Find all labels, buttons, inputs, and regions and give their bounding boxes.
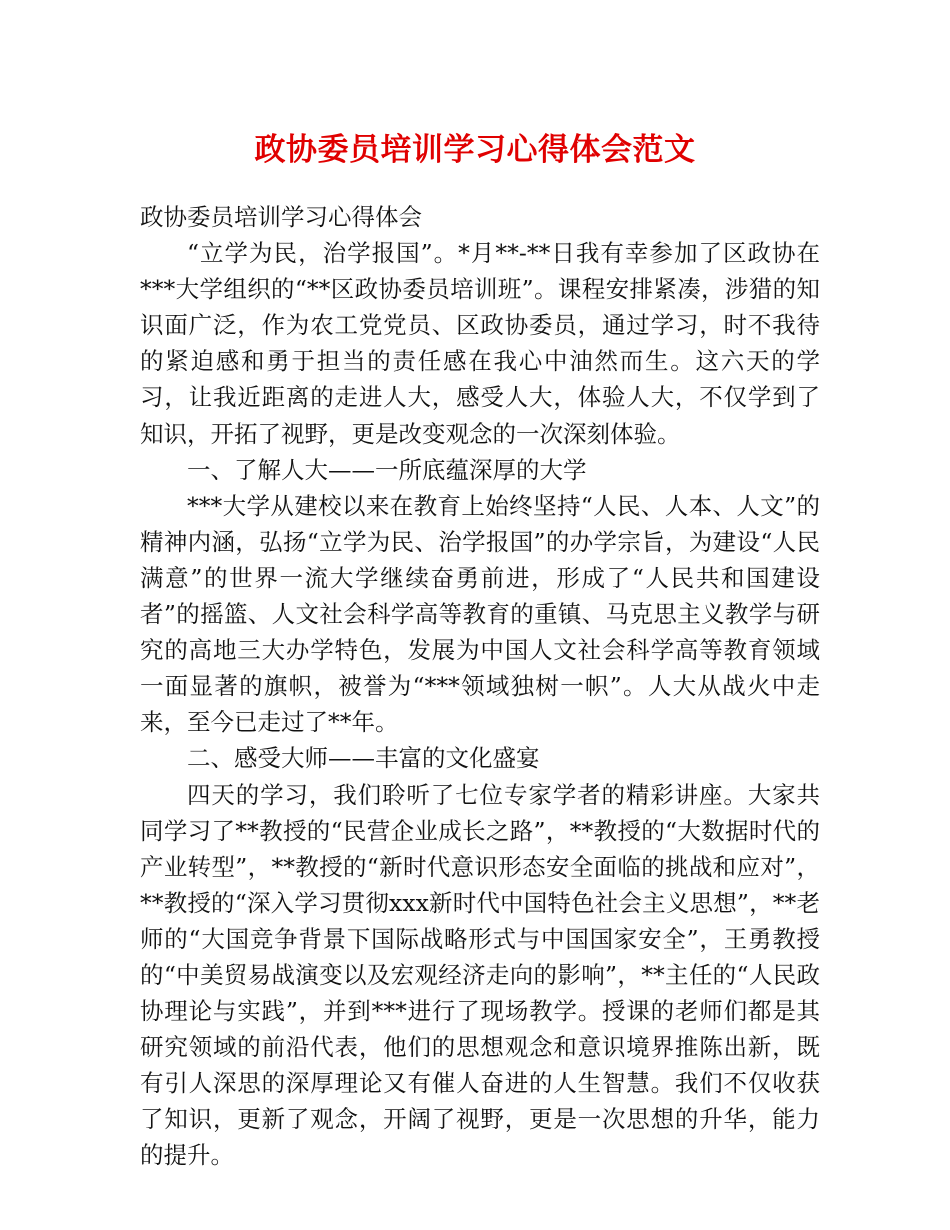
intro-paragraph: “立学为民，治学报国”。*月**-**日我有幸参加了区政协在***大学组织的“**区政协委员培训班”。课程安排紧凑，涉猎的知识面广泛，作为农工党党员、区政协委员，通过学习，时不我待的紧迫感和勇于担当的责任感在我心中油然而生。这六天的学习，让我近距离的走进人大，感受人大，体验人大，不仅学到了知识，开拓了视野，更是改变观念的一次深刻体验。 (140, 239, 820, 448)
section-heading-2: 二、感受大师——丰富的文化盛宴 (187, 744, 540, 773)
document-title: 政协委员培训学习心得体会范文 (254, 132, 696, 168)
section-paragraph-1: ***大学从建校以来在教育上始终坚持“人民、人本、人文”的精神内涵，弘扬“立学为民、治学报国”的办学宗旨，为建设“人民满意”的世界一流大学继续奋勇前进，形成了“人民共和国建设者”的摇篮、人文社会科学高等教育的重镇、马克思主义教学与研究的高地三大办学特色，发展为中国人文社会科学高等教育领域一面显著的旗帜，被誉为“***领域独树一帜”。人大从战火中走来，至今已走过了**年。 (140, 491, 820, 737)
section-heading-1: 一、了解人大——一所底蕴深厚的大学 (187, 455, 587, 484)
subtitle-paragraph: 政协委员培训学习心得体会 (140, 203, 422, 231)
section-paragraph-2: 四天的学习，我们聆听了七位专家学者的精彩讲座。大家共同学习了**教授的“民营企业成长之路”，**教授的“大数据时代的产业转型”，**教授的“新时代意识形态安全面临的挑战和应对”，**教授的“深入学习贯彻xxx新时代中国特色社会主义思想”，**老师的“大国竞争背景下国际战略形式与中国国家安全”，王勇教授的“中美贸易战演变以及宏观经济走向的影响”，**主任的“人民政协理论与实践”，并到***进行了现场教学。授课的老师们都是其研究领域的前沿代表，他们的思想观念和意识境界推陈出新，既有引人深思的深厚理论又有催人奋进的人生智慧。我们不仅收获了知识，更新了观念，开阔了视野，更是一次思想的升华，能力的提升。 (140, 780, 820, 1170)
document-body (140, 199, 820, 1174)
